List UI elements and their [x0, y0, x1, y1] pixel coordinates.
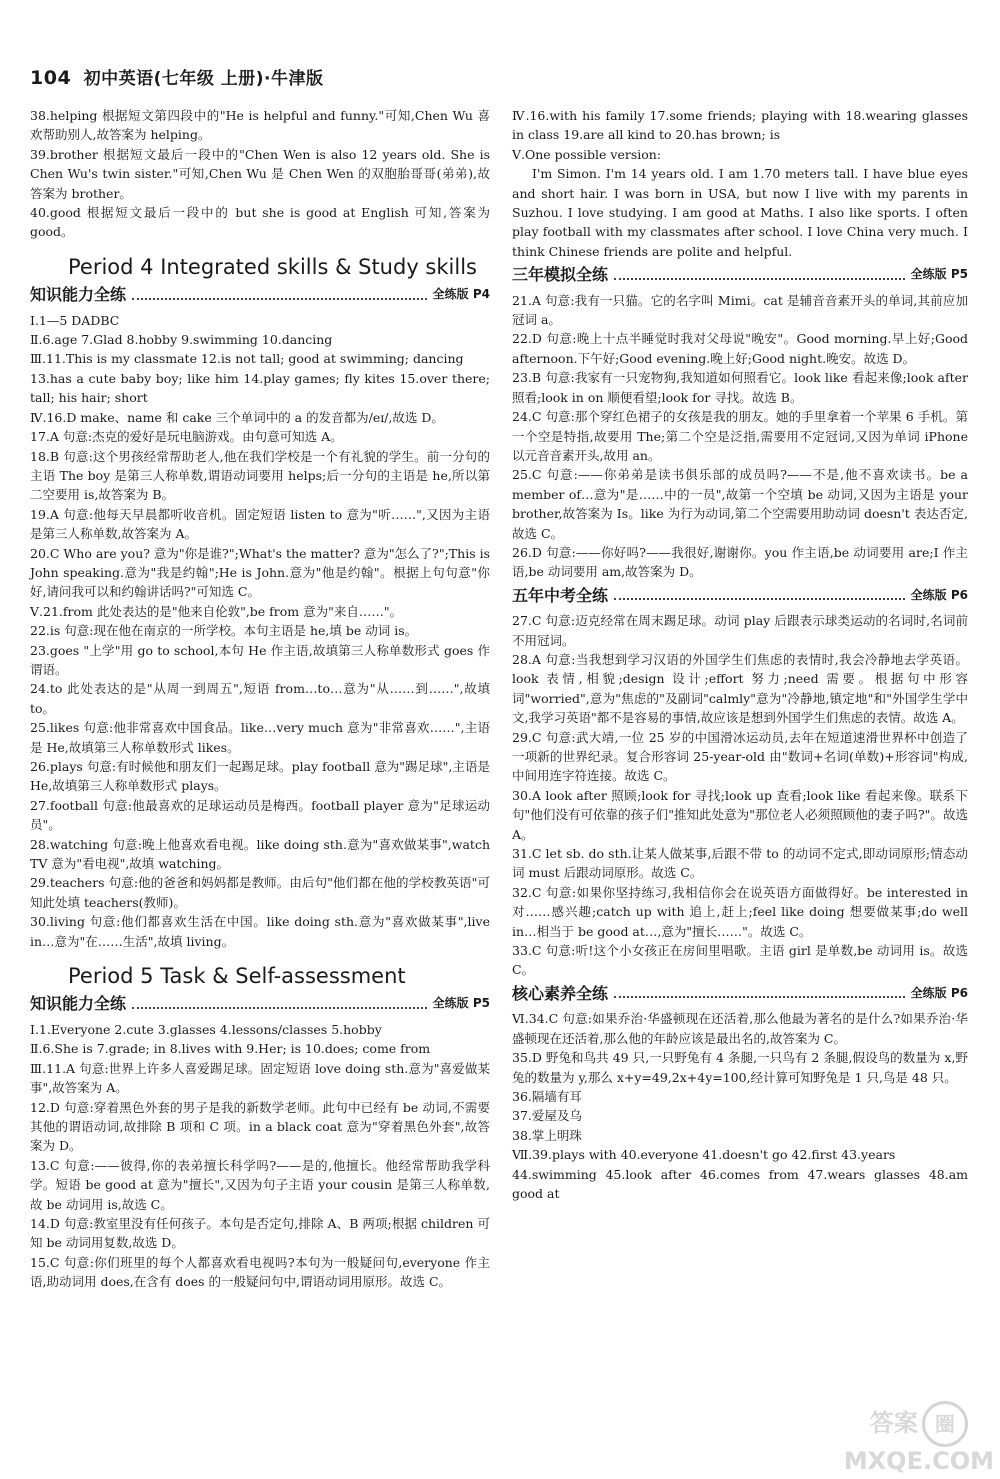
answer-item: Ⅲ.11.A 句意:世界上许多人喜爱踢足球。固定短语 love doing sth.意为"喜爱做某事",故答案为 A。 — [30, 1060, 490, 1096]
watermark-seal: 圈 — [922, 1401, 968, 1447]
answer-item: 26.D 句意:——你好吗?——我很好,谢谢你。you 作主语,be 动词要用 are;I 作主语,be 动词要用 am,故答案为 D。 — [512, 544, 968, 580]
answer-item: 27.C 句意:迈克经常在周末踢足球。动词 play 后跟表示球类运动的名词时,名词前不用冠词。 — [512, 613, 968, 648]
answer-item: Ⅶ.39.plays with 40.everyone 41.doesn't go 42.first 43.years — [512, 1147, 896, 1163]
section-title: 知识能力全练 — [30, 285, 127, 305]
answer-item: Ⅰ.1—5 DADBC — [30, 312, 120, 328]
answer-item: Ⅴ.21.from 此处表达的是"他来自伦敦",be from 意为"来自……"。 — [30, 603, 403, 619]
answer-item: 30.living 句意:他们都喜欢生活在中国。like doing sth.意为"喜欢做某事",live in…意为"在……生活",故填 living。 — [30, 914, 490, 949]
period-title: Period 5 Task & Self-assessment — [68, 964, 406, 989]
page-header — [30, 64, 324, 89]
answer-item: 21.A 句意:我有一只猫。它的名字叫 Mimi。cat 是辅音音素开头的单词,其前应加冠词 a。 — [512, 292, 968, 328]
section-title: 核心素养全练 — [512, 983, 609, 1003]
answer-item: Ⅳ.16.with his family 17.some friends; playing with 18.wearing glasses in class 19.are all kind to 20.has brown; is — [512, 108, 968, 143]
answer-item: 13.C 句意:——彼得,你的表弟擅长科学吗?——是的,他擅长。他经常帮助我学科学。短语 be good at 意为"擅长",又因为句子主语 your cousin 是第三人称单数,故 be 动词用 is,故选 C。 — [30, 1157, 490, 1212]
section-page-ref: 全练版 P4 — [432, 287, 490, 302]
answer-item: 35.D 野兔和鸟共 49 只,一只野兔有 4 条腿,一只鸟有 2 条腿,假设鸟的数量为 x,野兔的数量为 y,那么 x+y=49,2x+4y=100,经计算可知野兔是 1 只,鸟是 48 只。 — [512, 1050, 968, 1085]
answer-item: 20.C Who are you? 意为"你是谁?";What's the matter? 意为"怎么了?";This is John speaking.意为"我是约翰";He is John.意为"他是约翰"。根据上句句意"你好,请问我可以和约翰讲话吗?"可知选 C。 — [30, 545, 490, 600]
answer-item: Ⅱ.6.age 7.Glad 8.hobby 9.swimming 10.dancing — [30, 332, 333, 348]
watermark-url: MXQE.COM — [843, 1447, 994, 1475]
section-title: 五年中考全练 — [512, 585, 609, 605]
section-page-ref: 全练版 P5 — [910, 267, 968, 282]
sample-essay: I'm Simon. I'm 14 years old. I am 1.70 meters tall. I have blue eyes and short hair. I was born in USA, but now I live with my parents in Suzhou. I love studying. I am good at Maths. I also like sports. I often play football with my classmates after school. I love China very much. I think Chinese friends are polite and helpful. — [512, 166, 968, 259]
dotted-leader — [132, 1007, 427, 1009]
dotted-leader — [614, 278, 905, 280]
answer-item: 26.plays 句意:有时候他和朋友们一起踢足球。play football 意为"踢足球",主语是 He,故填第三人称单数形式 plays。 — [30, 759, 490, 794]
page-number: 104 — [30, 67, 72, 89]
answer-item: 39.brother 根据短文最后一段中的"Chen Wen is also 12 years old. She is Chen Wu's twin sister."可知,Chen Wu 是 Chen Wen 的双胞胎哥哥(弟弟),故答案为 brother。 — [30, 146, 490, 201]
answer-item: 23.B 句意:我家有一只宠物狗,我知道如何照看它。look like 看起来像;look after 照看;look in on 顺便看望;look for 寻找。故选 B。 — [512, 370, 968, 405]
answer-item: 38.掌上明珠 — [512, 1127, 582, 1143]
answer-item: 30.A look after 照顾;look for 寻找;look up 查看;look like 看起来像。联系下句"他们没有可依靠的孩子们"推知此处意为"那位老人必须照顾他的妻子吗?"。故选 A。 — [512, 787, 968, 842]
answer-item: 37.爱屋及乌 — [512, 1108, 582, 1124]
answer-item: 18.B 句意:这个男孩经常帮助老人,他在我们学校是一个有礼貌的学生。前一分句的主语 The boy 是第三人称单数,谓语动词要用 helps;后一分句的主语是 he,所以第二空要用 is,故答案为 B。 — [30, 448, 490, 503]
section-header — [512, 984, 968, 1003]
section-header — [512, 265, 968, 284]
answer-item: 28.watching 句意:晚上他喜欢看电视。like doing sth.意为"喜欢做某事",watch TV 意为"看电视",故填 watching。 — [30, 836, 490, 872]
site-watermark — [844, 1401, 994, 1475]
answer-item: 15.C 句意:你们班里的每个人都喜欢看电视吗?本句为一般疑问句,everyone 作主语,助动词用 does,在含有 does 的一般疑问句中,谓语动词用原形。故选 C。 — [30, 1254, 490, 1290]
watermark-text: 答案 — [869, 1409, 918, 1437]
answer-item: 24.C 句意:那个穿红色裙子的女孩是我的朋友。她的手里拿着一个苹果 6 手机。第一个空是特指,故要用 The;第二个空是泛指,需要用不定冠词,又因为单词 iPhone 以元音音素开头,故用 an。 — [512, 409, 968, 463]
answer-item: 29.C 句意:武大靖,一位 25 岁的中国滑冰运动员,去年在短道速滑世界杯中创造了一项新的世界纪录。复合形容词 25-year-old 由"数词+名词(单数)+形容词"构成,中间用连字符连接。故选 C。 — [512, 729, 968, 784]
answer-item: Ⅱ.6.She is 7.grade; in 8.lives with 9.Her; is 10.does; come from — [30, 1041, 431, 1057]
answer-item: 17.A 句意:杰克的爱好是玩电脑游戏。由句意可知选 A。 — [30, 429, 343, 445]
answer-item: 36.隔墙有耳 — [512, 1088, 582, 1104]
answer-item: 44.swimming 45.look after 46.comes from 47.wears glasses 48.am good at — [512, 1166, 968, 1201]
section-header — [512, 586, 968, 605]
answer-item: 25.C 句意:——你弟弟是读书俱乐部的成员吗?——不是,他不喜欢读书。be a member of…意为"是……中的一员",故第一个空填 be 动词,又因为主语是 your brother,故答案为 Is。like 为行为动词,第二个空需要用助动词 doesn't 表达否定,故选 C。 — [512, 467, 968, 541]
answer-item: Ⅰ.1.Everyone 2.cute 3.glasses 4.lessons/classes 5.hobby — [30, 1021, 382, 1037]
answer-item: 19.A 句意:他每天早晨都听收音机。固定短语 listen to 意为"听……",又因为主语是第三人称单数,故答案为 A。 — [30, 506, 490, 542]
dotted-leader — [614, 598, 905, 600]
right-column — [512, 106, 968, 1203]
answer-item: 38.helping 根据短文第四段中的"He is helpful and funny."可知,Chen Wu 喜欢帮助别人,故答案为 helping。 — [30, 108, 490, 143]
answer-item: 28.A 句意:当我想到学习汉语的外国学生们焦虑的表情时,我会冷静地去学英语。look 表情,相貌;design 设计;effort 努力;need 需要。根据句中形容词"worried",意为"焦虑的"及副词"calmly"意为"冷静地,镇定地"和"外国学生学中文,我学习英语"都不是容易的事情,故应该是想到外国学生们焦虑的表情。故选 A。 — [512, 651, 968, 726]
section-header — [30, 994, 490, 1013]
left-column — [30, 106, 490, 1292]
answer-item: 31.C let sb. do sth.让某人做某事,后跟不带 to 的动词不定式,即动词原形;情态动词 must 后跟动词原形。故选 C。 — [512, 846, 968, 881]
answer-item: Ⅳ.16.D make、name 和 cake 三个单词中的 a 的发音都为/eɪ/,故选 D。 — [30, 409, 444, 425]
answer-item: Ⅵ.34.C 句意:如果乔治·华盛顿现在还活着,那么他最为著名的是什么?如果乔治·华盛顿现在还活着,那么他的年龄应该是最出名的,故答案为 C。 — [512, 1011, 968, 1046]
answer-item: Ⅲ.11.This is my classmate 12.is not tall; good at swimming; dancing — [30, 351, 464, 367]
section-header — [30, 285, 490, 304]
answer-item: 27.football 句意:他最喜欢的足球运动员是梅西。football player 意为"足球运动员"。 — [30, 797, 490, 833]
answer-item: 23.goes "上学"用 go to school,本句 He 作主语,故填第三人称单数形式 goes 作谓语。 — [30, 642, 490, 677]
answer-item: 22.D 句意:晚上十点半睡觉时我对父母说"晚安"。Good morning.早上好;Good afternoon.下午好;Good evening.晚上好;Good night.晚安。故选 D。 — [512, 331, 968, 366]
dotted-leader — [132, 298, 427, 300]
section-page-ref: 全练版 P6 — [910, 985, 968, 1000]
answer-item: 13.has a cute baby boy; like him 14.play games; fly kites 15.over there; tall; his hair; short — [30, 370, 490, 406]
section-page-ref: 全练版 P5 — [432, 996, 490, 1011]
answer-item: 40.good 根据短文最后一段中的 but she is good at English 可知,答案为 good。 — [30, 205, 490, 240]
answer-item: 22.is 句意:现在他在南京的一所学校。本句主语是 he,填 be 动词 is。 — [30, 623, 418, 639]
section-page-ref: 全练版 P6 — [910, 587, 968, 602]
dotted-leader — [614, 996, 905, 998]
answer-item: 14.D 句意:教室里没有任何孩子。本句是否定句,排除 A、B 两项;根据 children 可知 be 动词用复数,故选 D。 — [30, 1215, 490, 1251]
section-title: 知识能力全练 — [30, 994, 127, 1014]
answer-item: Ⅴ.One possible version: — [512, 146, 662, 162]
answer-item: 12.D 句意:穿着黑色外套的男子是我的新数学老师。此句中已经有 be 动词,不需要其他的谓语动词,故排除 B 项和 C 项。in a black coat 意为"穿着黑色外套",故答案为 D。 — [30, 1099, 490, 1154]
answer-item: 29.teachers 句意:他的爸爸和妈妈都是教师。由后句"他们都在他的学校教英语"可知此处填 teachers(教师)。 — [30, 875, 490, 910]
answer-item: 25.likes 句意:他非常喜欢中国食品。like…very much 意为"非常喜欢……",主语是 He,故填第三人称单数形式 likes。 — [30, 720, 490, 755]
answer-item: 33.C 句意:听!这个小女孩正在房间里唱歌。主语 girl 是单数,be 动词用 is。故选 C。 — [512, 943, 968, 978]
period-title: Period 4 Integrated skills & Study skills — [68, 254, 477, 279]
section-title: 三年模拟全练 — [512, 265, 609, 285]
answer-item: 32.C 句意:如果你坚持练习,我相信你会在说英语方面做得好。be interested in 对……感兴趣;catch up with 追上,赶上;feel like doing 想要做某事;do well in…相当于 be good at…,意为"擅长……"。故选 C。 — [512, 884, 968, 939]
book-title: 初中英语(七年级 上册)·牛津版 — [83, 69, 324, 89]
answer-item: 24.to 此处表达的是"从周一到周五",短语 from…to…意为"从……到……",故填 to。 — [30, 681, 490, 716]
